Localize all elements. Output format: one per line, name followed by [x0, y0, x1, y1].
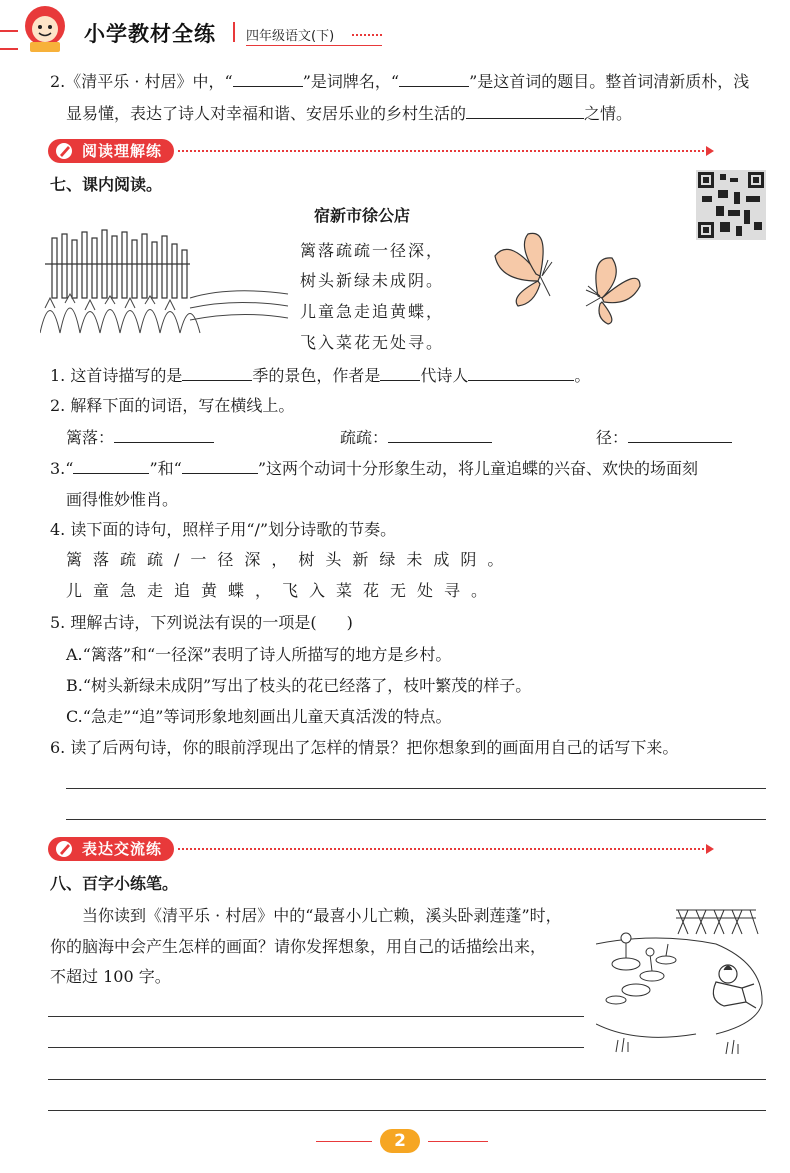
poem-line-2: 树头新绿未成阴。 — [300, 271, 445, 290]
header-bar — [0, 0, 790, 60]
footer-rule-left — [316, 1141, 372, 1142]
section-reading-badge: 阅读理解练 — [48, 139, 174, 163]
blank-shushu[interactable] — [388, 428, 492, 443]
top-q-line1: 2.《清平乐 · 村居》中，“ ”是词牌名，“ ”是这首词的题目。整首词清新质朴，浅 — [50, 72, 750, 91]
poem-line-3: 儿童急走追黄蝶， — [300, 302, 445, 321]
blank-dynasty[interactable] — [380, 366, 420, 381]
eight-prompt-line1: 当你读到《清平乐 · 村居》中的“最喜小儿亡赖，溪头卧剥莲蓬”时， — [82, 906, 562, 925]
seven-q5-option-b[interactable]: B.“树头新绿未成阴”写出了枝头的花已经落了，枝叶繁茂的样子。 — [66, 676, 532, 695]
pencil-hand-icon — [54, 141, 76, 161]
seven-q4-line1[interactable]: 篱落疏疏/一径深，树头新绿未成阴。 — [66, 550, 515, 569]
header-divider — [233, 22, 235, 42]
eight-prompt-line2: 你的脑海中会产生怎样的画面？请你发挥想象，用自己的话描绘出来， — [50, 937, 547, 956]
header-dots — [352, 34, 382, 36]
blank-season[interactable] — [182, 366, 252, 381]
boy-lotus-illustration — [596, 904, 768, 1064]
seven-q4: 4. 读下面的诗句，照样子用“/”划分诗歌的节奏。 — [50, 520, 397, 539]
page-number: 2 — [394, 1131, 406, 1151]
blank-verb2[interactable] — [182, 459, 258, 474]
butterflies-illustration — [490, 226, 650, 326]
seven-q2: 2. 解释下面的词语，写在横线上。 — [50, 396, 295, 415]
poem-title: 宿新市徐公店 — [314, 206, 411, 225]
blank-jing[interactable] — [628, 428, 732, 443]
fence-field-illustration — [40, 228, 290, 338]
blank-verb1[interactable] — [73, 459, 149, 474]
header-rule — [246, 45, 382, 46]
seven-q3-line2: 画得惟妙惟肖。 — [66, 490, 179, 509]
section-express-dotted-rule — [178, 848, 708, 850]
writing-line[interactable] — [48, 1047, 584, 1048]
qr-code-icon[interactable] — [696, 170, 766, 240]
mascot-logo-icon — [18, 2, 72, 56]
blank-title[interactable] — [399, 72, 469, 87]
seven-q5-option-c[interactable]: C.“急走”“追”等词形象地刻画出儿童天真活泼的特点。 — [66, 707, 452, 726]
writing-line[interactable] — [48, 1110, 766, 1111]
header-subtitle: 四年级语文(下) — [246, 29, 335, 44]
seven-q3-line1: 3.“ ”和“ ”这两个动词十分形象生动，将儿童追蝶的兴奋、欢快的场面刻 — [50, 459, 699, 478]
blank-poet[interactable] — [468, 366, 574, 381]
seven-q5-option-a[interactable]: A.“篱落”和“一径深”表明了诗人所描写的地方是乡村。 — [66, 645, 452, 664]
blank-feeling[interactable] — [466, 104, 584, 119]
top-q-line2: 显易懂，表达了诗人对幸福和谐、安居乐业的乡村生活的 之情。 — [66, 104, 633, 123]
writing-line[interactable] — [48, 1016, 584, 1017]
footer-rule-right — [428, 1141, 488, 1142]
eight-heading: 八、百字小练笔。 — [50, 874, 179, 893]
poem-line-4: 飞入菜花无处寻。 — [300, 333, 445, 352]
seven-q6: 6. 读了后两句诗，你的眼前浮现出了怎样的情景？把你想象到的画面用自己的话写下来。 — [50, 738, 679, 757]
header-stripes — [0, 30, 18, 50]
seven-q1: 1. 这首诗描写的是 季的景色，作者是 代诗人 。 — [50, 366, 591, 385]
seven-q2-word1: 篱落： — [66, 428, 214, 448]
pencil-hand-icon — [54, 839, 76, 859]
section-express-header — [48, 836, 708, 862]
blank-liluo[interactable] — [114, 428, 214, 443]
seven-heading: 七、课内阅读。 — [50, 175, 163, 194]
header-title: 小学教材全练 — [84, 22, 216, 46]
eight-prompt-line3: 不超过 100 字。 — [50, 967, 171, 986]
section-reading-dotted-rule — [178, 150, 708, 152]
section-express-badge: 表达交流练 — [48, 837, 174, 861]
seven-q2-word3: 径： — [596, 428, 732, 448]
blank-cipai[interactable] — [233, 72, 303, 87]
writing-line[interactable] — [66, 819, 766, 820]
seven-q5: 5. 理解古诗，下列说法有误的一项是( ) — [50, 613, 353, 632]
poem-line-1: 篱落疏疏一径深， — [300, 241, 445, 260]
seven-q2-word2: 疏疏： — [340, 428, 492, 448]
writing-line[interactable] — [66, 788, 766, 789]
section-reading-header — [48, 138, 708, 164]
seven-q4-line2[interactable]: 儿童急走追黄蝶，飞入菜花无处寻。 — [66, 581, 499, 600]
writing-line[interactable] — [48, 1079, 766, 1080]
